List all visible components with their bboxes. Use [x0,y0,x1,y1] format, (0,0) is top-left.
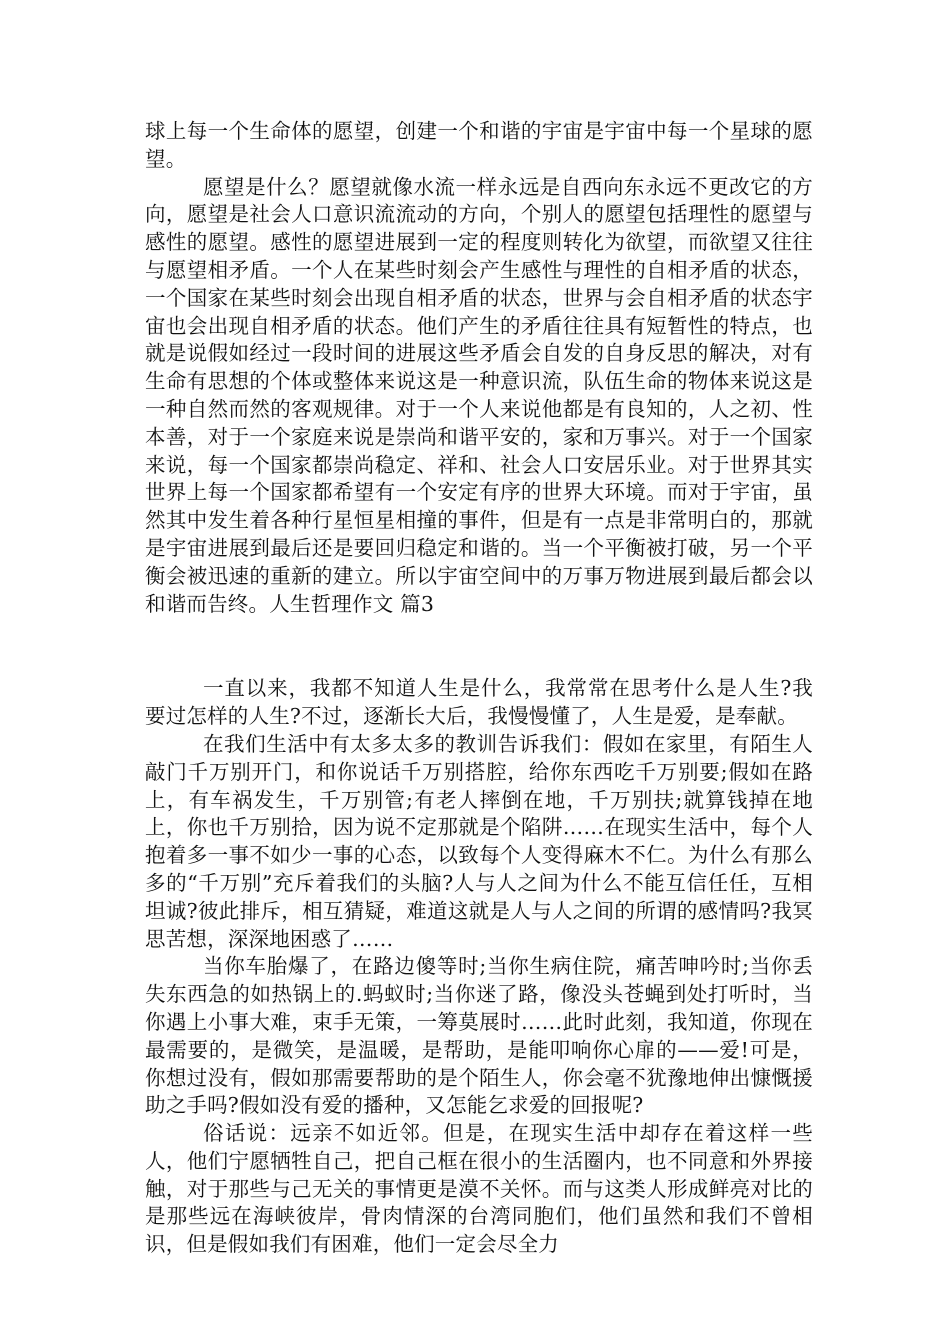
paragraph-neighbors: 俗话说：远亲不如近邻。但是，在现实生活中却存在着这样一些人，他们宁愿牺牲自己，把自己框在很小的生活圈内，也不同意和外界接触，对于那些与己无关的事情更是漠不关怀。而与这类人形成鲜亮对比的是那些远在海峡彼岸，骨肉情深的台湾同胞们，他们虽然和我们不曾相识，但是假如我们有困难，他们一定会尽全力 [145,1121,813,1257]
paragraph-need-help: 当你车胎爆了，在路边傻等时;当你生病住院，痛苦呻吟时;当你丢失东西急的如热锅上的.蚂蚁时;当你迷了路，像没头苍蝇到处打听时，当你遇上小事大难，束手无策，一筹莫展时……此时此刻，我知道，你现在最需要的，是微笑，是温暖，是帮助，是能叩响你心扉的——爱!可是，你想过没有，假如那需要帮助的是个陌生人，你会毫不犹豫地伸出慷慨援助之手吗?假如没有爱的播种，又怎能乞求爱的回报呢? [145,954,813,1118]
document-body [145,118,813,1259]
paragraph-wish: 愿望是什么？愿望就像水流一样永远是自西向东永远不更改它的方向，愿望是社会人口意识流流动的方向，个别人的愿望包括理性的愿望与感性的愿望。感性的愿望进展到一定的程度则转化为欲望，而欲望又往往与愿望相矛盾。一个人在某些时刻会产生感性与理性的自相矛盾的状态，一个国家在某些时刻会出现自相矛盾的状态，世界与会自相矛盾的状态宇宙也会出现自相矛盾的状态。他们产生的矛盾往往具有短暂性的特点，也就是说假如经过一段时间的进展这些矛盾会自发的自身反思的解决，对有生命有思想的个体或整体来说这是一种意识流，队伍生命的物体来说这是一种自然而然的客观规律。对于一个人来说他都是有良知的，人之初、性本善，对于一个家庭来说是崇尚和谐平安的，家和万事兴。对于一个国家来说，每一个国家都崇尚稳定、祥和、社会人口安居乐业。对于世界其实世界上每一个国家都希望有一个安定有序的世界大环境。而对于宇宙，虽然其中发生着各种行星恒星相撞的事件，但是有一点是非常明白的，那就是宇宙进展到最后还是要回归稳定和谐的。当一个平衡被打破，另一个平衡会被迅速的重新的建立。所以宇宙空间中的万事万物进展到最后都会以和谐而告终。人生哲理作文 篇3 [145,174,813,616]
paragraph-continuation: 球上每一个生命体的愿望，创建一个和谐的宇宙是宇宙中每一个星球的愿望。 [145,119,813,171]
section-spacer [145,618,813,675]
paragraph-lessons: 在我们生活中有太多太多的教训告诉我们：假如在家里，有陌生人敲门千万别开门，和你说话千万别搭腔，给你东西吃千万别要;假如在路上，有车祸发生，千万别管;有老人摔倒在地，千万别扶;就算钱掉在地上，你也千万别拾，因为说不定那就是个陷阱……在现实生活中，每个人抱着多一事不如少一事的心态，以致每个人变得麻木不仁。为什么有那么多的“千万别”充斥着我们的头脑?人与人之间为什么不能互信任任，互相坦诚?彼此排斥，相互猜疑，难道这就是人与人之间的所谓的感情吗?我冥思苦想，深深地困惑了…… [145,731,813,951]
paragraph-intro: 一直以来，我都不知道人生是什么，我常常在思考什么是人生?我要过怎样的人生?不过，逐渐长大后，我慢慢懂了，人生是爱，是奉献。 [145,676,813,729]
